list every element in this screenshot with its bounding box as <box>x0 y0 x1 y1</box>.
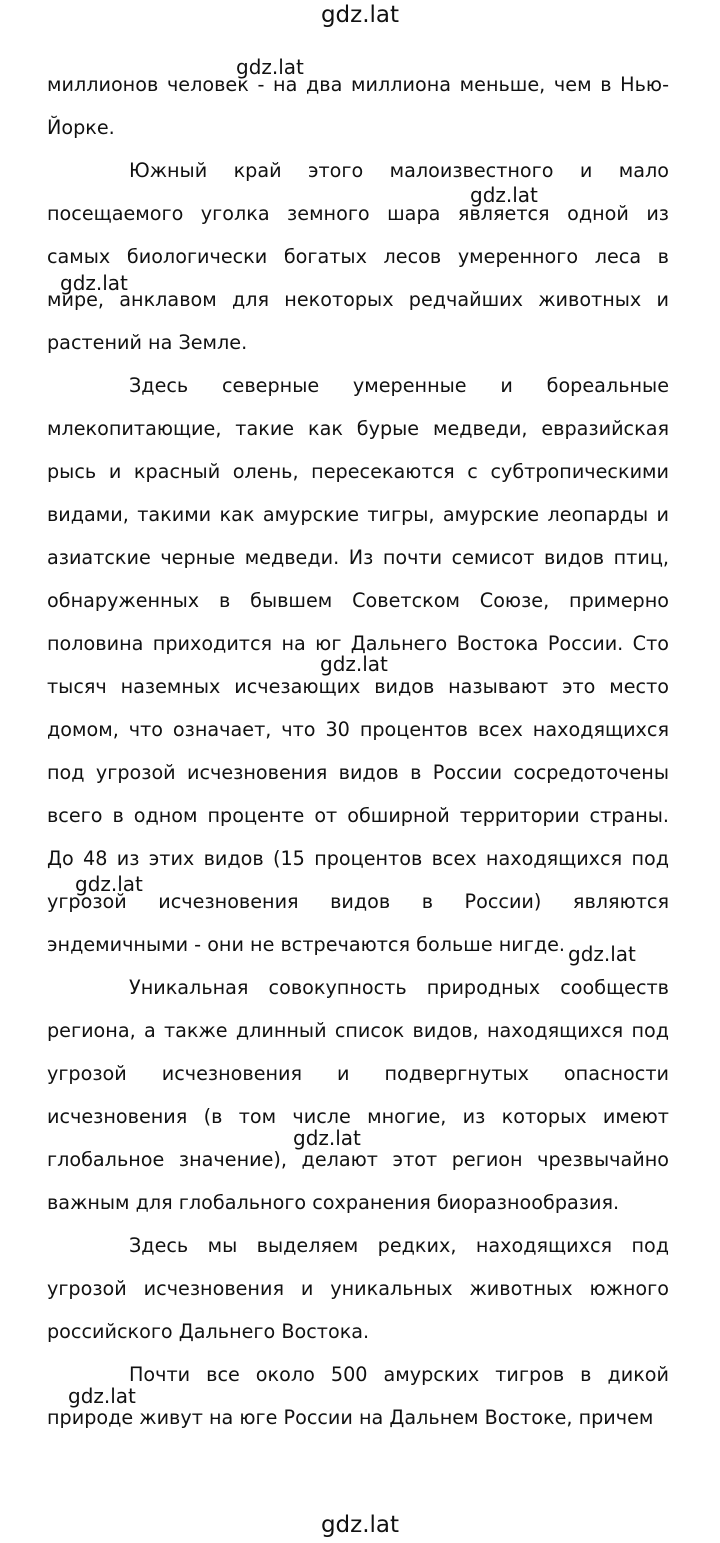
watermark-overlay-7: gdz.lat <box>293 1126 361 1150</box>
document-body <box>47 63 669 1439</box>
paragraph-2: Южный край этого малоизвестного и мало посещаемого уголка земного шара является одной из самых биологически богатых лесов умеренного леса в мире, анклавом для некоторых редчайших животных и растений на Земле. <box>47 159 669 354</box>
paragraph-6: Почти все около 500 амурских тигров в дикой природе живут на юге России на Дальнем Востоке, причем <box>47 1363 669 1429</box>
watermark-overlay-8: gdz.lat <box>68 1384 136 1408</box>
header-watermark: gdz.lat <box>320 2 400 28</box>
watermark-overlay-5: gdz.lat <box>75 872 143 896</box>
paragraph-4: Уникальная совокупность природных сообществ региона, а также длинный список видов, находящихся под угрозой исчезновения и подвергнутых опасности исчезновения (в том числе многие, из которых имеют глобальное значение), делают этот регион чрезвычайно важным для глобального сохранения биоразнообразия. <box>47 976 669 1214</box>
watermark-overlay-1: gdz.lat <box>236 55 304 79</box>
paragraph-3: Здесь северные умеренные и бореальные млекопитающие, такие как бурые медведи, евразийская рысь и красный олень, пересекаются с субтропическими видами, такими как амурские тигры, амурские леопарды и азиатские черные медведи. Из почти семисот видов птиц, обнаруженных в бывшем Советском Союзе, примерно половина приходится на юг Дальнего Востока России. Сто тысяч наземных исчезающих видов называют это место домом, что означает, что 30 процентов всех находящихся под угрозой исчезновения видов в России сосредоточены всего в одном проценте от обширной территории страны. До 48 из этих видов (15 процентов всех находящихся под угрозой исчезновения видов в России) являются эндемичными - они не встречаются больше нигде. <box>47 374 669 956</box>
paragraph-5: Здесь мы выделяем редких, находящихся под угрозой исчезновения и уникальных животных южного российского Дальнего Востока. <box>47 1234 669 1343</box>
footer-watermark: gdz.lat <box>320 1512 400 1538</box>
paragraph-1: миллионов человек - на два миллиона меньше, чем в Нью-Йорке. <box>47 73 669 139</box>
watermark-overlay-4: gdz.lat <box>320 652 388 676</box>
watermark-overlay-2: gdz.lat <box>470 183 538 207</box>
watermark-overlay-6: gdz.lat <box>568 942 636 966</box>
watermark-overlay-3: gdz.lat <box>60 271 128 295</box>
